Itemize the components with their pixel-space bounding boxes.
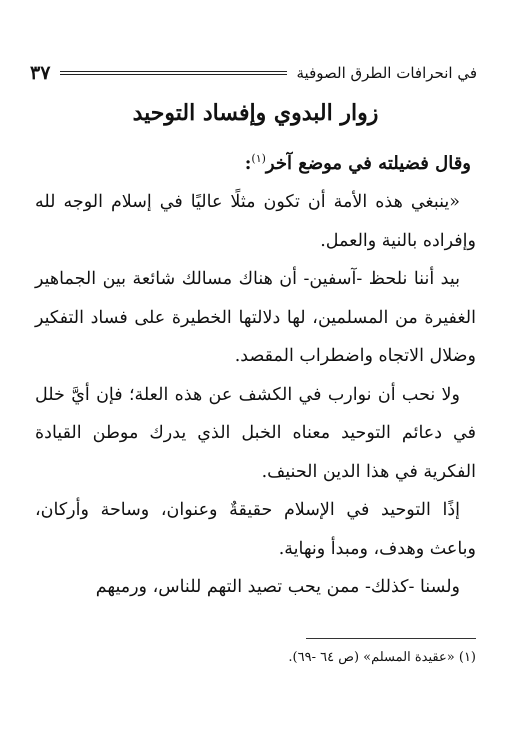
paragraph: «ينبغي هذه الأمة أن تكون مثلًا عاليًا في إسلام الوجه لله وإفراده بالنية والعمل. [35,192,476,251]
intro-text: وقال فضيلته في موضع آخر [265,153,471,174]
header-title: في انحرافات الطرق الصوفية [296,64,477,82]
header-rule [60,71,286,75]
intro-colon: : [244,153,252,174]
paragraph: ولسنا -كذلك- ممن يحب تصيد التهم للناس، ورميهم [95,577,460,597]
footnote-ref: (١) [251,152,266,165]
paragraph: إذًا التوحيد في الإسلام حقيقةٌ وعنوان، وساحة وأركان، وباعث وهدف، ومبدأ ونهاية. [35,500,476,559]
footnote-rule [306,638,476,639]
footnote: (١) «عقيدة المسلم» (ص ٦٤ -٦٩). [288,650,476,665]
paragraph: ولا نحب أن نوارب في الكشف عن هذه العلة؛ فإن أيَّ خلل في دعائم التوحيد معناه الخبل الذي يدرك موطن القيادة الفكرية في هذا الدين الحنيف. [35,384,476,482]
paragraph: بيد أننا نلحظ -آسفين- أن هناك مسالك شائعة بين الجماهير الغفيرة من المسلمين، لها دلالتها الخطيرة على فساد التفكير وضلال الاتجاه واضطراب المقصد. [35,269,476,366]
chapter-title: زوار البدوي وإفساد التوحيد [132,100,379,126]
page-number: ٣٧ [30,62,51,84]
intro-line [40,152,471,174]
body-text [35,183,476,607]
running-header [30,58,477,88]
